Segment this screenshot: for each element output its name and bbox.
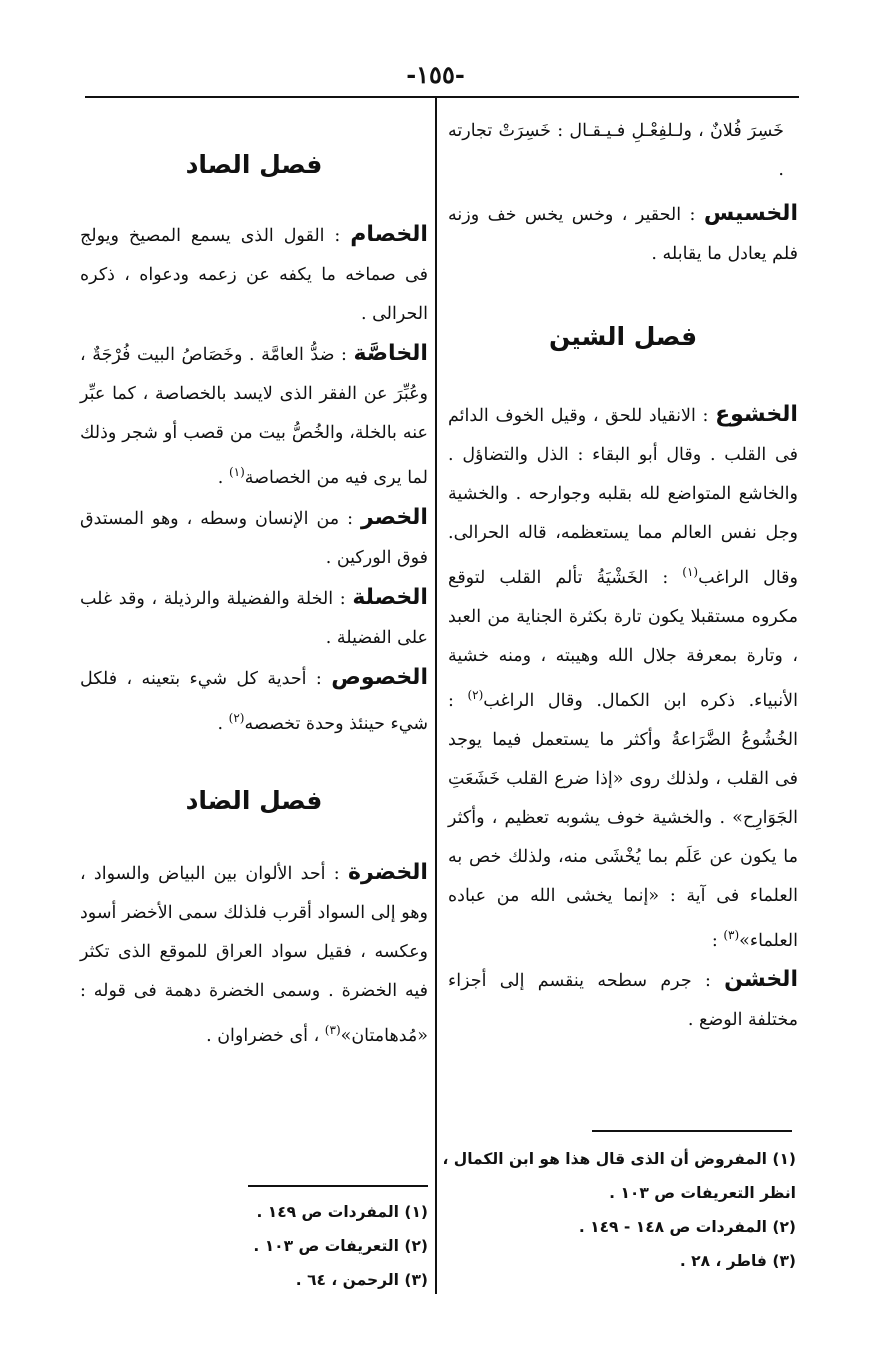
footnote-2: (٢) المفردات ص ١٤٨ - ١٤٩ .	[578, 1218, 796, 1236]
left-column	[80, 112, 428, 1055]
term: الخصوص	[331, 664, 428, 690]
term: الخشوع	[715, 402, 798, 427]
section-title-sad: فصل الصاد	[185, 150, 323, 179]
entry-khashin: الخشن : جرم سطحه ينقسم إلى أجزاء مختلفة الوضع .	[448, 967, 798, 1031]
term: الخصام	[350, 222, 428, 247]
entry-khasla: الخصلة : الخلة والفضيلة والرذيلة ، وقد غلب على الفضيلة .	[80, 584, 428, 648]
entry-khasr: الخصر : من الإنسان وسطه ، وهو المستدق فوق الوركين .	[80, 504, 428, 568]
entry-khusus: الخصوص : أحدية كل شيء بتعينه ، فلكل شيء حينئذ وحدة تخصصه$^{(٢)}$ .	[80, 664, 428, 734]
section-title-shin: فصل الشين	[548, 322, 698, 351]
footnote-3: (٣) الرحمن ، ٦٤ .	[295, 1271, 428, 1289]
footnote-rule-left	[248, 1185, 428, 1187]
term: الخسيس	[703, 201, 798, 226]
page-number: -١٥٥-	[406, 60, 465, 89]
term: الخصلة	[352, 584, 428, 610]
footnote-ref: (٢)	[467, 687, 484, 702]
term: الخضرة	[347, 859, 428, 885]
footnotes-left	[150, 1195, 428, 1297]
term: الخشن	[724, 967, 798, 993]
footnote-ref: (٣)	[723, 927, 740, 942]
footnote-1: (١) المفردات ص ١٤٩ .	[256, 1203, 428, 1221]
continuation-text: خَسِرَ فُلانٌ ، ولـلفِعْـلِ فـيـقـال : خَسِرَتْ تجارته .	[448, 121, 784, 180]
entry-khudra: الخضرة : أحد الألوان بين البياض والسواد ، وهو إلى السواد أقرب فلذلك سمى الأخضر أسود وعكسه ، فقيل سواد العراق للموقع الذى تكثر فيه الخضرة . وسمى الخضرة دهمة فى قوله : «مُدهامتان»$^{(٣)}$ ، أى خضراوان .	[80, 859, 428, 1046]
footnote-ref: (١)	[228, 465, 245, 479]
footnote-rule-right	[592, 1130, 792, 1132]
term: الخاصَّة	[353, 341, 428, 366]
section-title-dad: فصل الضاد	[185, 785, 323, 815]
definition: : الحقير ، وخس يخس خف وزنه فلم يعادل ما يقابله .	[448, 205, 798, 264]
header-rule	[85, 96, 799, 98]
entry-khassa: الخاصَّة : ضدُّ العامَّة . وخَصَاصُ البيت فُرْجَةٌ ، وعُبِّرَ عن الفقر الذى لايسد بالخصاصة ، كما عبِّر عنه بالخلة، والخُصُّ بيت من قصب أو شجر وذلك لما يرى فيه من الخصاصة$^{(١)}$ .	[80, 341, 428, 488]
footnotes-right	[440, 1142, 796, 1278]
footnote-2: (٢) التعريفات ص ١٠٣ .	[253, 1237, 428, 1255]
footnote-ref: (٣)	[324, 1022, 341, 1037]
footnote-ref: (٢)	[228, 710, 245, 725]
footnote-1: (١) المفروض أن الذى قال هذا هو ابن الكمال ، انظر التعريفات ص ١٠٣ .	[442, 1150, 796, 1202]
term: الخصر	[360, 504, 428, 530]
footnote-3: (٣) فاطر ، ٢٨ .	[679, 1252, 796, 1270]
right-column	[448, 112, 798, 1040]
footnote-ref: (١)	[682, 565, 699, 579]
entry-khasis	[448, 194, 798, 274]
entry-khushu: الخشوع : الانقياد للحق ، وقيل الخوف الدائم فى القلب . وقال أبو البقاء : الذل والتضاؤل . والخاشع المتواضع لله بقلبه وجوارحه . والخشية وجل نفس العالم مما يستعظمه، قاله الحرالى. وقال الراغب$^{(١)}$ : الخَشْيَةُ تألم القلب لتوقع مكروه مستقبلا يكون تارة بكثرة الجناية من العبد ، وتارة بمعرفة جلال الله وهيبته ، ومنه خشية الأنبياء. ذكره ابن الكمال. وقال الراغب$^{(٢)}$ : الخُشُوعُ الضَّرَاعةُ وأكثر ما يستعمل فيما يوجد فى القلب ، ولذلك روى «إذا ضرع القلب خَشَعَتِ الجَوَارِح» . والخشية خوف يشوبه تعظيم ، وأكثر ما يكون عن عَلَم بما يُخْشَى منه، ولذلك خص به العلماء فى آية : «إنما يخشى الله من عباده العلماء»$^{(٣)}$ :	[448, 402, 798, 951]
column-divider	[435, 98, 437, 1294]
entry-khisam: الخصام : القول الذى يسمع المصيخ ويولج فى صماخه ما يكفه عن زعمه ودعواه ، ذكره الحرالى .	[80, 222, 428, 324]
